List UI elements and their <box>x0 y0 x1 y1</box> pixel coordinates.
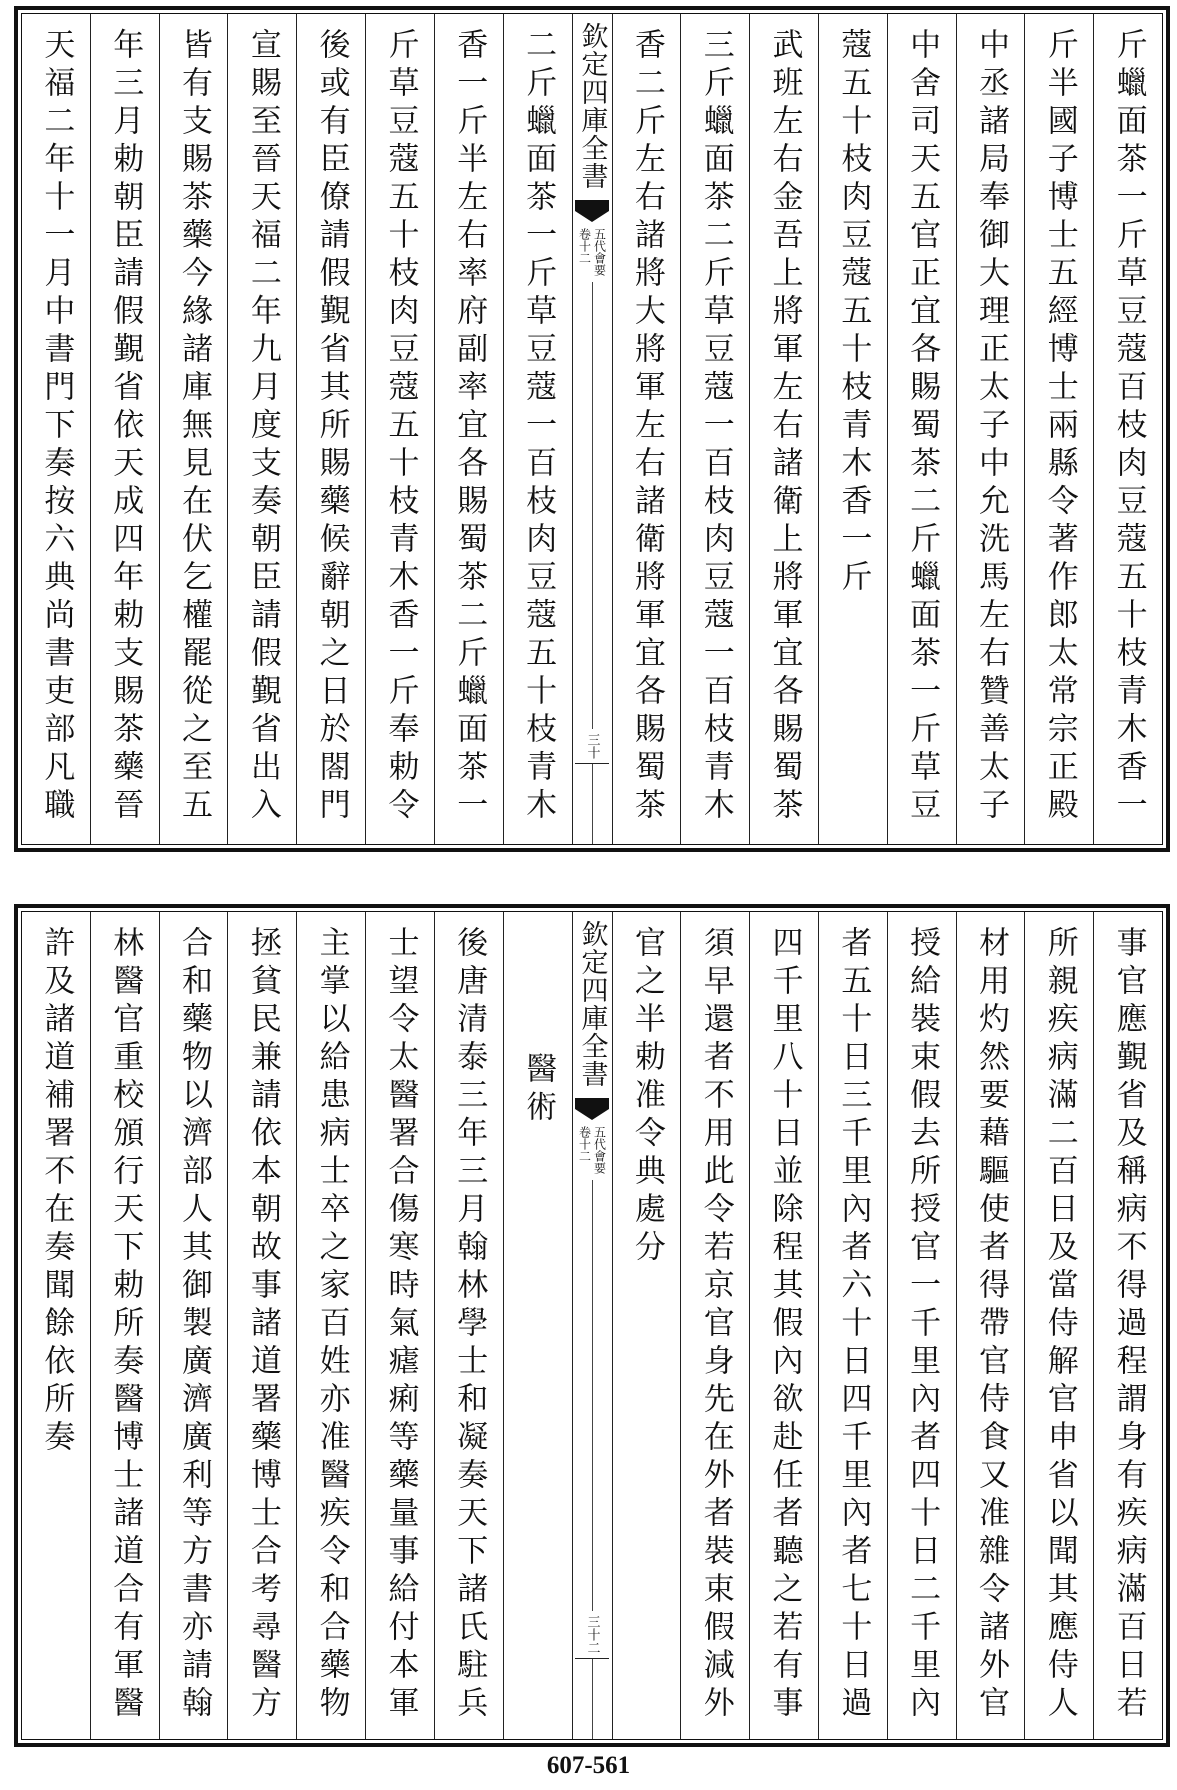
text-column: 材用灼然要藉驅使者得帶官侍食又准雜令諸外官 <box>956 912 1025 1739</box>
text-column: 須早還者不用此令若京官身先在外者裝束假減外 <box>680 912 749 1739</box>
text-column: 香一斤半左右率府副率宜各賜蜀茶二斤蠟面茶一 <box>434 14 503 844</box>
text-column: 後或有臣僚請假覲省其所賜藥候辭朝之日於閤門 <box>296 14 365 844</box>
text-column: 斤草豆蔻五十枝肉豆蔻五十枝青木香一斤奉勅令 <box>365 14 434 844</box>
text-column: 香二斤左右諸將大將軍左右諸衛將軍宜各賜蜀茶 <box>612 14 681 844</box>
fish-tail-mark <box>575 200 609 222</box>
text-column: 二斤蠟面茶一斤草豆蔻一百枝肉豆蔻五十枝青木 <box>503 14 572 844</box>
text-column: 蔻五十枝肉豆蔻五十枝青木香一斤 <box>818 14 887 844</box>
text-column: 士望令太醫署合傷寒時氣瘧痢等藥量事給付本軍 <box>365 912 434 1739</box>
margin-book-name: 五代會要 <box>592 1126 607 1174</box>
page-footer-number: 607-561 <box>546 1752 631 1779</box>
margin-book-name: 五代會要 <box>592 228 607 276</box>
section-heading: 醫術 <box>503 912 572 1739</box>
text-column: 中舍司天五官正宜各賜蜀茶二斤蠟面茶一斤草豆 <box>887 14 956 844</box>
text-column: 中丞諸局奉御大理正太子中允洗馬左右贊善太子 <box>956 14 1025 844</box>
text-column: 拯貧民兼請依本朝故事諸道署藥博士合考尋醫方 <box>227 912 296 1739</box>
text-column: 官之半勅准令典處分 <box>612 912 681 1739</box>
margin-subtitle <box>579 228 606 276</box>
margin-volume: 卷十二 <box>577 1126 592 1162</box>
text-column: 三斤蠟面茶二斤草豆蔻一百枝肉豆蔻一百枝青木 <box>680 14 749 844</box>
text-column: 林醫官重校頒行天下勅所奏醫博士諸道合有軍醫 <box>90 912 159 1739</box>
text-column: 四千里八十日並除程其假內欲赴任者聽之若有事 <box>749 912 818 1739</box>
margin-subtitle <box>579 1126 606 1174</box>
book-title: 欽定四庫全書 <box>576 920 608 1088</box>
text-column: 授給裝束假去所授官一千里內者四十日二千里內 <box>887 912 956 1739</box>
page-number: 三十 <box>584 733 600 759</box>
text-column: 主掌以給患病士卒之家百姓亦准醫疾令和合藥物 <box>296 912 365 1739</box>
text-column: 年三月勅朝臣請假覲省依天成四年勅支賜茶藥晉 <box>90 14 159 844</box>
book-title: 欽定四庫全書 <box>576 22 608 190</box>
text-column: 事官應覲省及稱病不得過程謂身有疾病滿百日若 <box>1093 912 1162 1739</box>
text-column: 皆有支賜茶藥今緣諸庫無見在伏乞權罷從之至五 <box>159 14 228 844</box>
text-column: 所親疾病滿二百日及當侍解官申省以聞其應侍人 <box>1024 912 1093 1739</box>
page-number: 三十二 <box>584 1615 600 1654</box>
fish-tail-mark <box>575 1098 609 1120</box>
text-column: 武班左右金吾上將軍左右諸衛上將軍宜各賜蜀茶 <box>749 14 818 844</box>
top-page <box>14 6 1170 852</box>
text-column: 斤半國子博士五經博士兩縣令著作郎太常宗正殿 <box>1024 14 1093 844</box>
text-column: 後唐清泰三年三月翰林學士和凝奏天下諸氏駐兵 <box>434 912 503 1739</box>
bottom-page <box>14 904 1170 1747</box>
text-column: 斤蠟面茶一斤草豆蔻百枝肉豆蔻五十枝青木香一 <box>1093 14 1162 844</box>
center-margin <box>572 14 612 844</box>
text-column: 許及諸道補署不在奏聞餘依所奏 <box>38 926 75 1458</box>
margin-volume: 卷十二 <box>577 228 592 264</box>
text-column: 天福二年十一月中書門下奏按六典尚書吏部凡職 <box>38 28 75 826</box>
text-column: 宣賜至晉天福二年九月度支奏朝臣請假覲省出入 <box>227 14 296 844</box>
text-column: 合和藥物以濟部人其御製廣濟廣利等方書亦請翰 <box>159 912 228 1739</box>
text-column: 者五十日三千里內者六十日四千里內者七十日過 <box>818 912 887 1739</box>
center-margin <box>572 912 612 1739</box>
